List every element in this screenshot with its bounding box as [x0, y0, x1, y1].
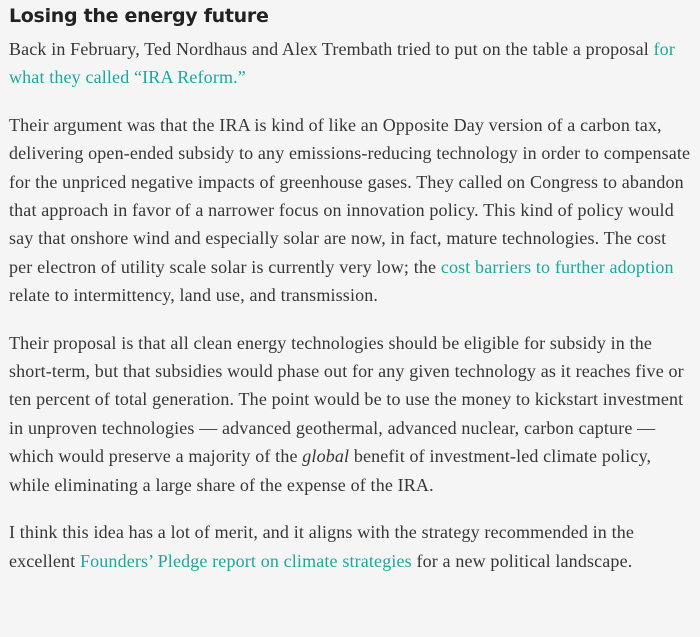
- paragraph-1: [9, 35, 691, 92]
- founders-pledge-report-link[interactable]: Founders’ Pledge report on climate strategies: [79, 550, 412, 571]
- paragraph-3: [9, 329, 691, 499]
- paragraph-4-text-b: for a new political landscape.: [411, 550, 633, 571]
- paragraph-3-emphasis: global: [302, 446, 350, 467]
- paragraph-4-text-a: I think this idea has a lot of merit, and it aligns with the strategy recommended in the excellent: [9, 522, 635, 571]
- paragraph-2: [9, 111, 691, 310]
- paragraph-2-text-b: relate to intermittency, land use, and transmission.: [9, 285, 379, 306]
- paragraph-1-text: Back in February, Ted Nordhaus and Alex Trembath tried to put on the table a proposal: [9, 39, 654, 59]
- cost-barriers-link[interactable]: cost barriers to further adoption: [440, 256, 674, 277]
- paragraph-3-text-b: benefit of investment-led climate policy, while eliminating a large share of the expense of the IRA.: [9, 446, 652, 495]
- ira-reform-link[interactable]: for what they called “IRA Reform.”: [9, 39, 675, 88]
- section-heading: Losing the energy future: [9, 5, 269, 27]
- paragraph-4: [9, 518, 691, 575]
- paragraph-2-text-a: Their argument was that the IRA is kind of like an Opposite Day version of a carbon tax, delivering open-ended subsidy to any emissions-reducing technology in order to compensate for the unpriced negative impacts of greenhouse gases. They called on Congress to abandon that approach in favor of a narrower focus on innovation policy. This kind of policy would say that onshore wind and especially solar are now, in fact, mature technologies. The cost per electron of utility scale solar is currently very low; the: [9, 114, 691, 277]
- paragraph-3-text-a: Their proposal is that all clean energy technologies should be eligible for subsidy in the short-term, but that subsidies would phase out for any given technology as it reaches five or ten percent of total generation. The point would be to use the money to kickstart investment in unproven technologies — advanced geothermal, advanced nuclear, carbon capture — which would preserve a majority of the: [9, 332, 684, 467]
